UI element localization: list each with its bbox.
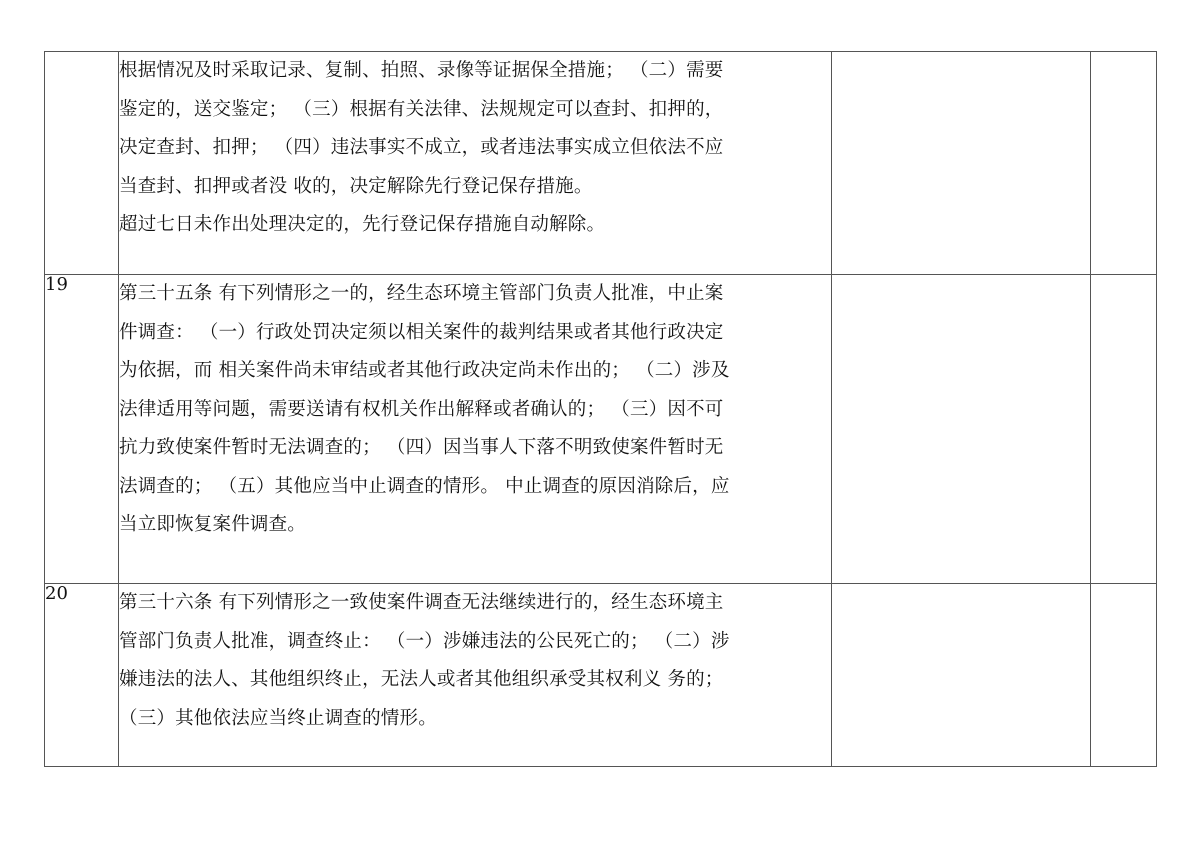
text-line: 根据情况及时采取记录、复制、拍照、录像等证据保全措施； （二）需要	[119, 60, 724, 81]
text-line: 嫌违法的法人、其他组织终止，无法人或者其他组织承受其权利义 务的；	[119, 669, 724, 690]
blank-cell	[832, 584, 1091, 767]
regulation-table	[44, 51, 1157, 767]
text-line: 鉴定的，送交鉴定； （三）根据有关法律、法规规定可以查封、扣押的，	[119, 98, 724, 120]
row-number-cell	[45, 52, 119, 275]
table-row	[45, 52, 1157, 275]
text-line: 当查封、扣押或者没 收的，决定解除先行登记保存措施。	[119, 175, 593, 197]
blank-cell	[1091, 275, 1157, 584]
text-line: 法调查的； （五）其他应当中止调查的情形。 中止调查的原因消除后，应	[119, 475, 730, 497]
text-line: 为依据，而 相关案件尚未审结或者其他行政决定尚未作出的； （二）涉及	[119, 360, 730, 381]
text-line: （三）其他依法应当终止调查的情形。	[119, 707, 437, 729]
blank-cell	[1091, 52, 1157, 275]
table-row	[45, 584, 1157, 767]
text-line: 第三十五条 有下列情形之一的，经生态环境主管部门负责人批准，中止案	[119, 283, 724, 304]
text-line: 第三十六条 有下列情形之一致使案件调查无法继续进行的，经生态环境主	[119, 592, 724, 613]
row-number-cell: 20	[45, 584, 119, 767]
text-line: 法律适用等问题，需要送请有权机关作出解释或者确认的； （三）因不可	[119, 398, 724, 420]
row-number-cell: 19	[45, 275, 119, 584]
text-line: 抗力致使案件暂时无法调查的； （四）因当事人下落不明致使案件暂时无	[119, 437, 724, 458]
text-line: 当立即恢复案件调查。	[119, 514, 307, 535]
blank-cell	[832, 52, 1091, 275]
row-text-cell	[119, 52, 832, 275]
text-line: 超过七日未作出处理决定的，先行登记保存措施自动解除。	[119, 214, 606, 235]
blank-cell	[1091, 584, 1157, 767]
text-line: 件调查： （一）行政处罚决定须以相关案件的裁判结果或者其他行政决定	[119, 321, 724, 343]
text-line: 管部门负责人批准，调查终止： （一）涉嫌违法的公民死亡的； （二）涉	[119, 630, 730, 652]
row-text-cell	[119, 584, 832, 767]
text-line: 决定查封、扣押； （四）违法事实不成立，或者违法事实成立但依法不应	[119, 137, 724, 158]
blank-cell	[832, 275, 1091, 584]
table-row	[45, 275, 1157, 584]
row-text-cell	[119, 275, 832, 584]
